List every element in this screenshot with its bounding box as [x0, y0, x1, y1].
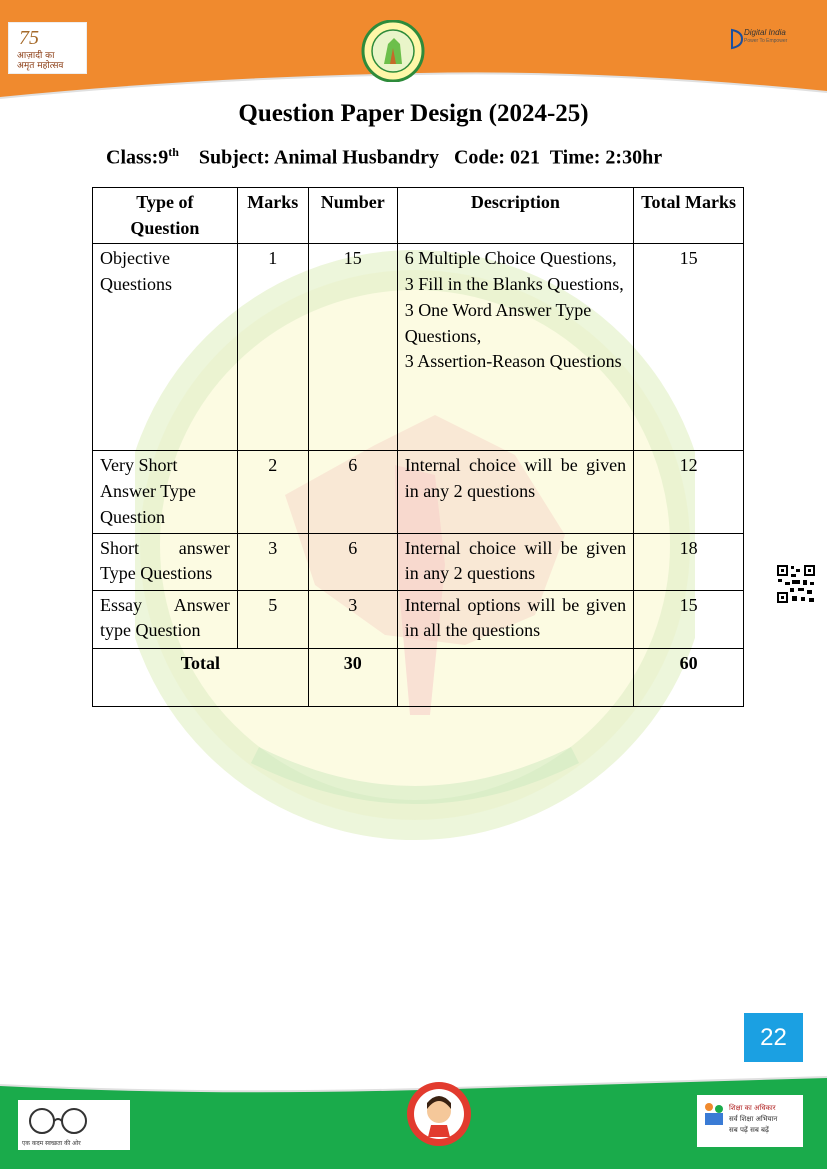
- row-type: Objective Questions: [93, 244, 238, 451]
- row-number: 6: [308, 533, 397, 590]
- table-row: [93, 244, 744, 451]
- row-total: 12: [634, 451, 744, 533]
- description-line: 3 One Word Answer Type Questions,: [404, 299, 592, 346]
- digital-india-icon: [730, 28, 744, 50]
- description-line: 3 Assertion-Reason Questions: [404, 351, 622, 372]
- subject-code-time: Subject: Animal Husbandry Code: 021 Time: 2:30hr: [178, 146, 663, 169]
- row-marks: 1: [237, 244, 308, 451]
- total-description-empty: [397, 648, 633, 706]
- total-label: Total: [93, 648, 309, 706]
- swachh-tagline: एक कदम स्वच्छता की ओर: [22, 1140, 81, 1147]
- row-total: 18: [634, 533, 744, 590]
- row-description: Internal choice will be given in any 2 questions: [397, 451, 633, 533]
- shiksha-line1: शिक्षा का अधिकार: [729, 1104, 776, 1112]
- row-marks: 2: [237, 451, 308, 533]
- page-number: 22: [744, 1013, 803, 1062]
- board-seal-icon: [360, 20, 426, 82]
- class-label: Class:9: [106, 146, 169, 169]
- row-marks: 5: [237, 590, 308, 648]
- swachh-bharat-logo: [18, 1100, 130, 1150]
- total-number: 30: [308, 648, 397, 706]
- row-total: 15: [634, 244, 744, 451]
- amrit-text-line2: अमृत महोत्सव: [17, 61, 64, 71]
- page-title: Question Paper Design (2024-25): [238, 100, 589, 127]
- header-total-marks: Total Marks: [634, 188, 744, 244]
- paper-subtitle: [106, 145, 662, 170]
- question-design-table: [92, 187, 744, 707]
- row-total: 15: [634, 590, 744, 648]
- row-marks: 3: [237, 533, 308, 590]
- header-number: Number: [308, 188, 397, 244]
- digital-india-logo: [728, 24, 800, 56]
- digital-india-tagline: Power To Empower: [744, 38, 788, 44]
- digital-india-text: Digital India: [744, 28, 786, 37]
- azadi-ka-amrit-mahotsav-logo: [8, 22, 87, 74]
- table-header-row: [93, 188, 744, 244]
- children-reading-icon: [701, 1101, 727, 1131]
- shiksha-line2: सर्व शिक्षा अभियान: [729, 1115, 778, 1123]
- row-type: Very Short Answer Type Question: [93, 451, 238, 533]
- row-number: 6: [308, 451, 397, 533]
- row-description: [397, 244, 633, 451]
- row-number: 3: [308, 590, 397, 648]
- shiksha-line3: सब पढ़ें सब बढ़ें: [729, 1126, 769, 1134]
- qr-code-icon: [776, 564, 816, 604]
- header-marks: Marks: [237, 188, 308, 244]
- table-row: [93, 590, 744, 648]
- table-row: [93, 451, 744, 533]
- amrit-number: 75: [19, 27, 39, 49]
- description-line: 6 Multiple Choice Questions,: [404, 248, 617, 269]
- beti-bachao-logo-icon: [406, 1081, 472, 1147]
- row-type: Short answer Type Questions: [93, 533, 238, 590]
- class-superscript: th: [168, 145, 179, 159]
- row-description: Internal choice will be given in any 2 questions: [397, 533, 633, 590]
- shiksha-ka-adhikar-logo: [697, 1095, 803, 1147]
- row-number: 15: [308, 244, 397, 451]
- table-total-row: [93, 648, 744, 706]
- row-description: Internal options will be given in all the questions: [397, 590, 633, 648]
- total-marks: 60: [634, 648, 744, 706]
- header-description: Description: [397, 188, 633, 244]
- table-row: [93, 533, 744, 590]
- gandhi-spectacles-icon: [24, 1106, 94, 1136]
- header-type-of-question: Type of Question: [93, 188, 238, 244]
- description-line: 3 Fill in the Blanks Questions,: [404, 274, 624, 295]
- amrit-text-line1: आज़ादी का: [17, 51, 55, 61]
- row-type: Essay Answer type Question: [93, 590, 238, 648]
